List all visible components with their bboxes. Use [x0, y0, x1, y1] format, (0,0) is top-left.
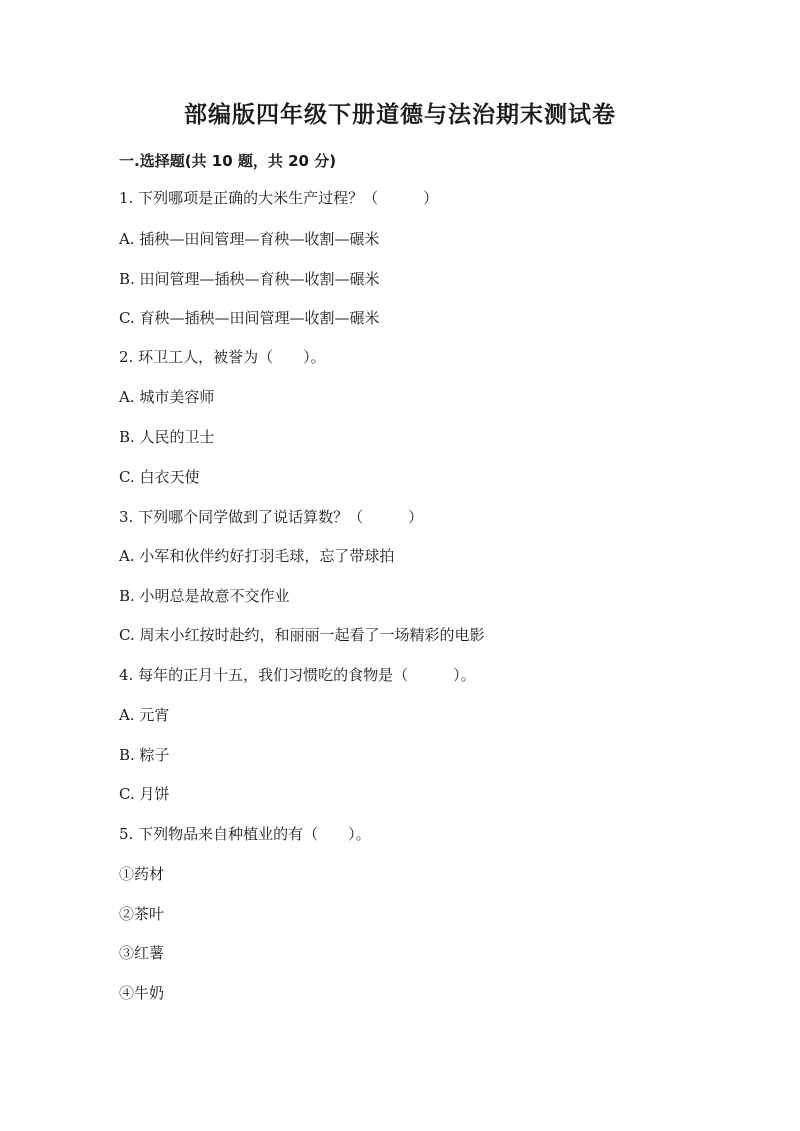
question-5-item-3: ③红薯 [119, 944, 165, 962]
question-2-stem: 2. 环卫工人，被誉为（ ）。 [119, 348, 326, 366]
question-3-option-c: C. 周末小红按时赴约，和丽丽一起看了一场精彩的电影 [119, 626, 485, 644]
question-1-stem: 1. 下列哪项是正确的大米生产过程？（ ） [119, 189, 439, 207]
page-title: 部编版四年级下册道德与法治期末测试卷 [184, 101, 616, 128]
question-3-option-a: A. 小军和伙伴约好打羽毛球，忘了带球拍 [119, 547, 395, 565]
question-1-option-c: C. 育秧—插秧—田间管理—收割—碾米 [119, 309, 380, 327]
question-4-option-a: A. 元宵 [119, 706, 170, 724]
question-2-option-a: A. 城市美容师 [119, 388, 215, 406]
question-2-option-b: B. 人民的卫士 [119, 428, 215, 446]
question-2-option-c: C. 白衣天使 [119, 468, 200, 486]
question-5-item-4: ④牛奶 [119, 984, 165, 1002]
question-3-stem: 3. 下列哪个同学做到了说话算数？（ ） [119, 508, 424, 526]
question-3-option-b: B. 小明总是故意不交作业 [119, 587, 290, 605]
question-4-stem: 4. 每年的正月十五，我们习惯吃的食物是（ ）。 [119, 666, 476, 684]
question-5-item-1: ①药材 [119, 865, 165, 883]
question-5-stem: 5. 下列物品来自种植业的有（ ）。 [119, 825, 371, 843]
question-1-option-a: A. 插秧—田间管理—育秧—收割—碾米 [119, 230, 380, 248]
question-4-option-b: B. 粽子 [119, 746, 170, 764]
section-heading: 一.选择题(共 10 题，共 20 分) [119, 152, 337, 170]
question-5-item-2: ②茶叶 [119, 905, 165, 923]
question-1-option-b: B. 田间管理—插秧—育秧—收割—碾米 [119, 270, 380, 288]
question-4-option-c: C. 月饼 [119, 785, 170, 803]
